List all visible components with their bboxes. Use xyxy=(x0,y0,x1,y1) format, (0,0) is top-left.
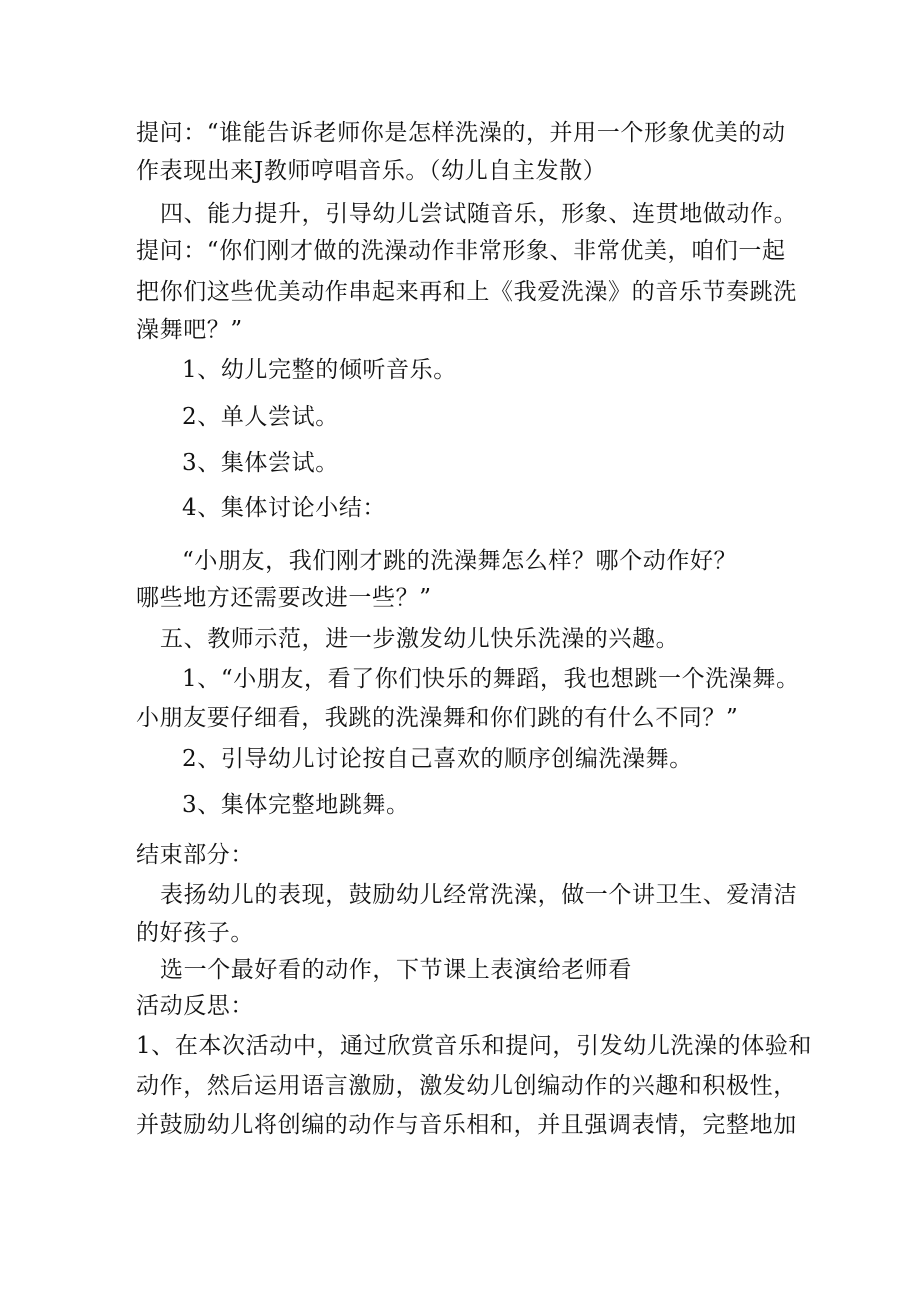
text-line: 表扬幼儿的表现，鼓励幼儿经常洗澡，做一个讲卫生、爱清洁 xyxy=(160,882,798,908)
text-line: 选一个最好看的动作，下节课上表演给老师看 xyxy=(160,957,632,983)
text-line: 作表现出来J教师哼唱音乐。（幼儿自主发散） xyxy=(136,158,607,184)
text-line: 澡舞吧？” xyxy=(136,317,243,343)
list-item: 4、集体讨论小结： xyxy=(182,495,387,521)
list-item: 3、集体尝试。 xyxy=(182,450,339,476)
section-heading-closing: 结束部分： xyxy=(136,842,254,868)
text-line: 小朋友要仔细看，我跳的洗澡舞和你们跳的有什么不同？” xyxy=(136,705,739,731)
text-line: 的好孩子。 xyxy=(136,920,254,946)
list-item: 1、“小朋友，看了你们快乐的舞蹈，我也想跳一个洗澡舞。 xyxy=(182,666,800,692)
list-item: 3、集体完整地跳舞。 xyxy=(182,792,410,818)
section-heading-4: 四、能力提升，引导幼儿尝试随音乐，形象、连贯地做动作。 xyxy=(160,201,798,227)
list-item: 2、引导幼儿讨论按自己喜欢的顺序创编洗澡舞。 xyxy=(182,746,693,772)
list-item: 1、幼儿完整的倾听音乐。 xyxy=(182,357,457,383)
text-line: 哪些地方还需要改进一些？” xyxy=(136,585,432,611)
section-heading-reflection: 活动反思： xyxy=(136,993,254,1019)
list-item: 2、单人尝试。 xyxy=(182,404,339,430)
text-line: 提问：“谁能告诉老师你是怎样洗澡的，并用一个形象优美的动 xyxy=(136,120,786,146)
text-line: 提问：“你们刚才做的洗澡动作非常形象、非常优美，咱们一起 xyxy=(136,238,786,264)
quote-line: “小朋友，我们刚才跳的洗澡舞怎么样？哪个动作好？ xyxy=(182,548,738,574)
text-line: 1、在本次活动中，通过欣赏音乐和提问，引发幼儿洗澡的体验和 xyxy=(136,1033,813,1059)
section-heading-5: 五、教师示范，进一步激发幼儿快乐洗澡的兴趣。 xyxy=(160,626,680,652)
text-line: 把你们这些优美动作串起来再和上《我爱洗澡》的音乐节奏跳洗 xyxy=(136,279,797,305)
text-line: 动作，然后运用语言激励，激发幼儿创编动作的兴趣和积极性， xyxy=(136,1073,797,1099)
text-line: 并鼓励幼儿将创编的动作与音乐相和，并且强调表情，完整地加 xyxy=(136,1112,797,1138)
